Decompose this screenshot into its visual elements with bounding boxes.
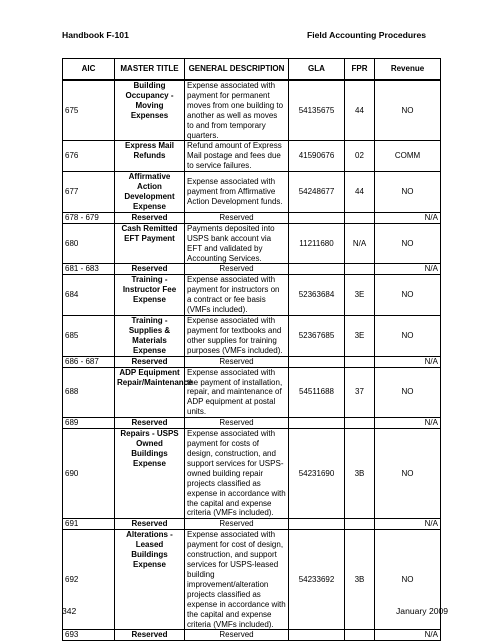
table-row bbox=[63, 316, 441, 357]
cell-general-description: Reserved bbox=[185, 212, 289, 223]
cell-fpr: 3B bbox=[345, 530, 375, 630]
cell-master-title: Repairs - USPS Owned Buildings Expense bbox=[115, 429, 185, 519]
cell-aic: 685 bbox=[63, 316, 115, 357]
cell-master-title: Reserved bbox=[115, 630, 185, 641]
cell-aic: 690 bbox=[63, 429, 115, 519]
cell-gla: 54248677 bbox=[289, 172, 345, 213]
table-row bbox=[63, 367, 441, 418]
table-row bbox=[63, 519, 441, 530]
cell-general-description: Expense associated with payment from Affirmative Action Development funds. bbox=[185, 172, 289, 213]
table-row bbox=[63, 141, 441, 172]
column-header-aic: AIC bbox=[63, 59, 115, 81]
cell-general-description: Reserved bbox=[185, 418, 289, 429]
cell-master-title: Reserved bbox=[115, 264, 185, 275]
cell-general-description: Payments deposited into USPS bank account via EFT and validated by Accounting Services. bbox=[185, 223, 289, 264]
cell-general-description: Reserved bbox=[185, 356, 289, 367]
column-header-master-title: MASTER TITLE bbox=[115, 59, 185, 81]
cell-general-description: Expense associated with payment for cost of design, construction, and support services for USPS-leased building improvement/alteration projects classified as expense in accordance with the capital and expense criteria (VMFs included). bbox=[185, 530, 289, 630]
cell-general-description: Reserved bbox=[185, 264, 289, 275]
cell-fpr bbox=[345, 630, 375, 641]
cell-general-description: Reserved bbox=[185, 519, 289, 530]
cell-aic: 689 bbox=[63, 418, 115, 429]
cell-master-title: Training - Instructor Fee Expense bbox=[115, 275, 185, 316]
column-header-gla: GLA bbox=[289, 59, 345, 81]
cell-gla bbox=[289, 519, 345, 530]
header-handbook: Handbook F-101 bbox=[62, 30, 129, 40]
cell-gla: 54135675 bbox=[289, 80, 345, 141]
table-row bbox=[63, 275, 441, 316]
cell-fpr: 02 bbox=[345, 141, 375, 172]
cell-gla bbox=[289, 356, 345, 367]
cell-master-title: Cash Remitted EFT Payment bbox=[115, 223, 185, 264]
cell-master-title: Affirmative Action Development Expense bbox=[115, 172, 185, 213]
table-row bbox=[63, 418, 441, 429]
cell-general-description: Expense associated with payment for permanent moves from one building to another as well as moves to and from temporary quarters. bbox=[185, 80, 289, 141]
table-row bbox=[63, 264, 441, 275]
cell-gla: 54231690 bbox=[289, 429, 345, 519]
cell-fpr: N/A bbox=[345, 223, 375, 264]
cell-revenue: NO bbox=[375, 316, 441, 357]
footer-date: January 2009 bbox=[396, 606, 449, 616]
cell-aic: 677 bbox=[63, 172, 115, 213]
cell-master-title: Reserved bbox=[115, 519, 185, 530]
cell-fpr: 44 bbox=[345, 172, 375, 213]
cell-fpr bbox=[345, 519, 375, 530]
cell-gla: 11211680 bbox=[289, 223, 345, 264]
table-row bbox=[63, 530, 441, 630]
cell-revenue: NO bbox=[375, 172, 441, 213]
table-header-row bbox=[63, 59, 441, 81]
column-header-general-description: GENERAL DESCRIPTION bbox=[185, 59, 289, 81]
cell-gla bbox=[289, 418, 345, 429]
cell-fpr bbox=[345, 356, 375, 367]
cell-general-description: Expense associated with payment for instructors on a contract or fee basis (VMFs included). bbox=[185, 275, 289, 316]
cell-general-description: Expense associated with payment for costs of design, construction, and support services for USPS-owned building repair projects classified as expense in accordance with the capital and expense criteria (VMFs included). bbox=[185, 429, 289, 519]
aic-table bbox=[62, 58, 441, 641]
table-row bbox=[63, 429, 441, 519]
cell-revenue: COMM bbox=[375, 141, 441, 172]
table-row bbox=[63, 172, 441, 213]
cell-gla bbox=[289, 212, 345, 223]
table-row bbox=[63, 630, 441, 641]
cell-aic: 693 bbox=[63, 630, 115, 641]
cell-gla: 52367685 bbox=[289, 316, 345, 357]
cell-revenue: NO bbox=[375, 80, 441, 141]
cell-fpr: 3B bbox=[345, 429, 375, 519]
cell-fpr bbox=[345, 418, 375, 429]
cell-gla: 52363684 bbox=[289, 275, 345, 316]
cell-aic: 692 bbox=[63, 530, 115, 630]
cell-revenue: NO bbox=[375, 367, 441, 418]
table-body bbox=[63, 80, 441, 641]
cell-gla bbox=[289, 630, 345, 641]
cell-aic: 678 - 679 bbox=[63, 212, 115, 223]
cell-aic: 688 bbox=[63, 367, 115, 418]
cell-revenue: N/A bbox=[375, 212, 441, 223]
cell-master-title: ADP Equipment Repair/Maintenance bbox=[115, 367, 185, 418]
cell-fpr: 3E bbox=[345, 316, 375, 357]
cell-revenue: N/A bbox=[375, 264, 441, 275]
cell-aic: 675 bbox=[63, 80, 115, 141]
header-section-title: Field Accounting Procedures bbox=[307, 30, 427, 40]
cell-fpr bbox=[345, 212, 375, 223]
cell-revenue: N/A bbox=[375, 356, 441, 367]
table-row bbox=[63, 212, 441, 223]
cell-gla: 54233692 bbox=[289, 530, 345, 630]
cell-general-description: Reserved bbox=[185, 630, 289, 641]
cell-aic: 691 bbox=[63, 519, 115, 530]
cell-general-description: Expense associated with the payment of installation, repair, and maintenance of ADP equipment at postal units. bbox=[185, 367, 289, 418]
cell-fpr bbox=[345, 264, 375, 275]
cell-gla: 41590676 bbox=[289, 141, 345, 172]
cell-revenue: NO bbox=[375, 429, 441, 519]
cell-revenue: NO bbox=[375, 530, 441, 630]
column-header-revenue: Revenue bbox=[375, 59, 441, 81]
cell-gla: 54511688 bbox=[289, 367, 345, 418]
cell-revenue: NO bbox=[375, 223, 441, 264]
cell-aic: 676 bbox=[63, 141, 115, 172]
cell-gla bbox=[289, 264, 345, 275]
cell-master-title: Reserved bbox=[115, 212, 185, 223]
column-header-fpr: FPR bbox=[345, 59, 375, 81]
cell-fpr: 44 bbox=[345, 80, 375, 141]
cell-aic: 681 - 683 bbox=[63, 264, 115, 275]
page-number: 342 bbox=[62, 606, 77, 616]
cell-master-title: Reserved bbox=[115, 418, 185, 429]
table-row bbox=[63, 80, 441, 141]
cell-revenue: N/A bbox=[375, 519, 441, 530]
cell-master-title: Training - Supplies & Materials Expense bbox=[115, 316, 185, 357]
cell-aic: 686 - 687 bbox=[63, 356, 115, 367]
cell-revenue: NO bbox=[375, 275, 441, 316]
cell-master-title: Building Occupancy - Moving Expenses bbox=[115, 80, 185, 141]
table-row bbox=[63, 223, 441, 264]
cell-fpr: 37 bbox=[345, 367, 375, 418]
cell-master-title: Reserved bbox=[115, 356, 185, 367]
cell-master-title: Alterations - Leased Buildings Expense bbox=[115, 530, 185, 630]
cell-master-title: Express Mail Refunds bbox=[115, 141, 185, 172]
cell-revenue: N/A bbox=[375, 630, 441, 641]
cell-aic: 680 bbox=[63, 223, 115, 264]
cell-general-description: Refund amount of Express Mail postage and fees due to service failures. bbox=[185, 141, 289, 172]
cell-revenue: N/A bbox=[375, 418, 441, 429]
cell-aic: 684 bbox=[63, 275, 115, 316]
table-row bbox=[63, 356, 441, 367]
cell-general-description: Expense associated with payment for textbooks and other supplies for training purposes (VMFs included). bbox=[185, 316, 289, 357]
cell-fpr: 3E bbox=[345, 275, 375, 316]
